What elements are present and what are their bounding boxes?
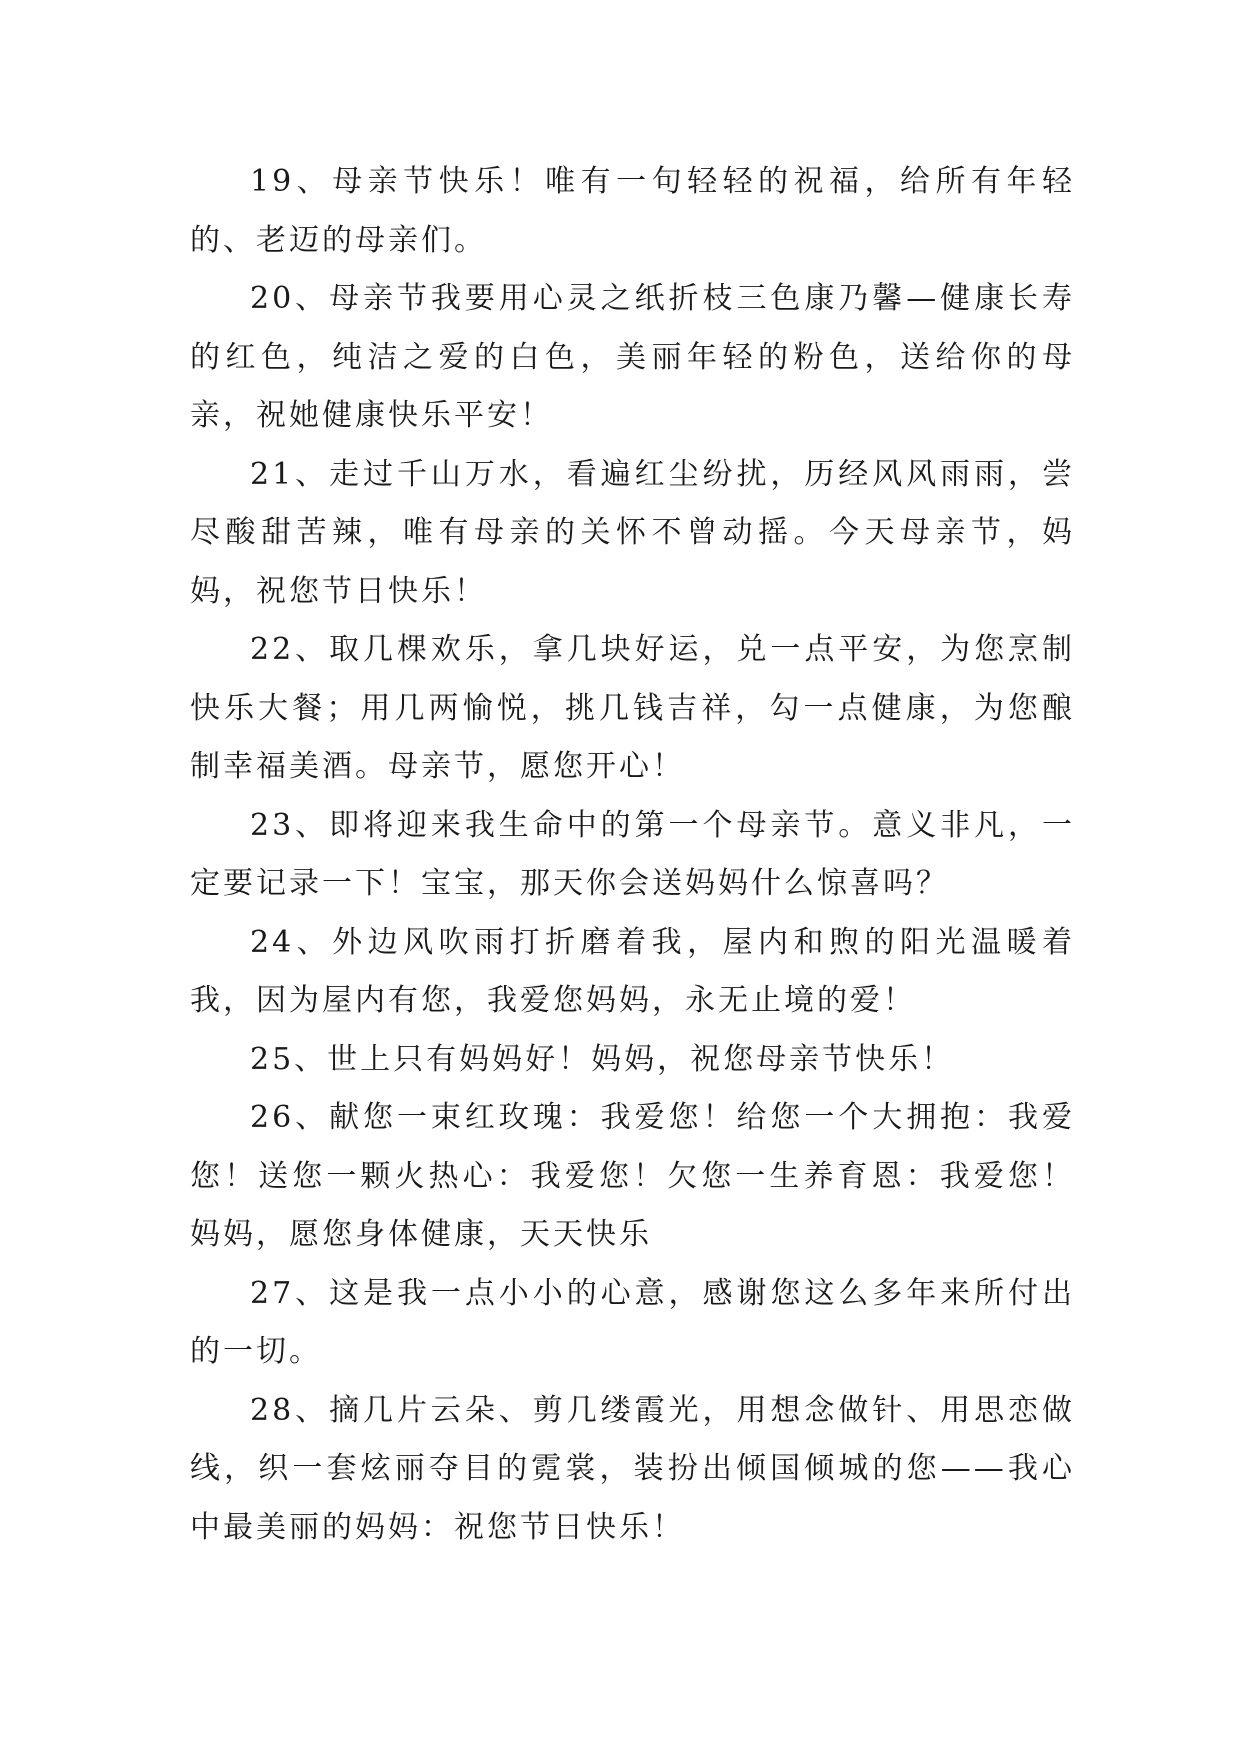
- paragraph-24: 24、外边风吹雨打折磨着我，屋内和煦的阳光温暖着我，因为屋内有您，我爱您妈妈，永无止境的爱！: [190, 924, 1075, 1018]
- paragraph-28: 28、摘几片云朵、剪几缕霞光，用想念做针、用思恋做线，织一套炫丽夺目的霓裳，装扮出倾国倾城的您——我心中最美丽的妈妈：祝您节日快乐！: [190, 1392, 1075, 1545]
- paragraph-22: 22、取几棵欢乐，拿几块好运，兑一点平安，为您烹制快乐大餐；用几两愉悦，挑几钱吉祥，勾一点健康，为您酿制幸福美酒。母亲节，愿您开心！: [190, 632, 1075, 784]
- paragraph-19: 19、母亲节快乐！唯有一句轻轻的祝福，给所有年轻的、老迈的母亲们。: [190, 164, 1075, 258]
- paragraph-25: 25、世上只有妈妈好！妈妈，祝您母亲节快乐！: [250, 1041, 955, 1077]
- paragraph-23: 23、即将迎来我生命中的第一个母亲节。意义非凡，一定要记录一下！宝宝，那天你会送妈妈什么惊喜吗？: [190, 807, 1075, 901]
- paragraph-27: 27、这是我一点小小的心意，感谢您这么多年来所付出的一切。: [190, 1275, 1075, 1369]
- document-body: [190, 153, 1075, 1557]
- paragraph-21: 21、走过千山万水，看遍红尘纷扰，历经风风雨雨，尝尽酸甜苦辣，唯有母亲的关怀不曾动摇。今天母亲节，妈妈，祝您节日快乐！: [190, 456, 1075, 609]
- paragraph-20: 20、母亲节我要用心灵之纸折枝三色康乃馨—健康长寿的红色，纯洁之爱的白色，美丽年轻的粉色，送给你的母亲，祝她健康快乐平安！: [190, 281, 1075, 433]
- paragraph-26: 26、献您一束红玫瑰：我爱您！给您一个大拥抱：我爱您！送您一颗火热心：我爱您！欠您一生养育恩：我爱您！妈妈，愿您身体健康，天天快乐: [190, 1100, 1075, 1252]
